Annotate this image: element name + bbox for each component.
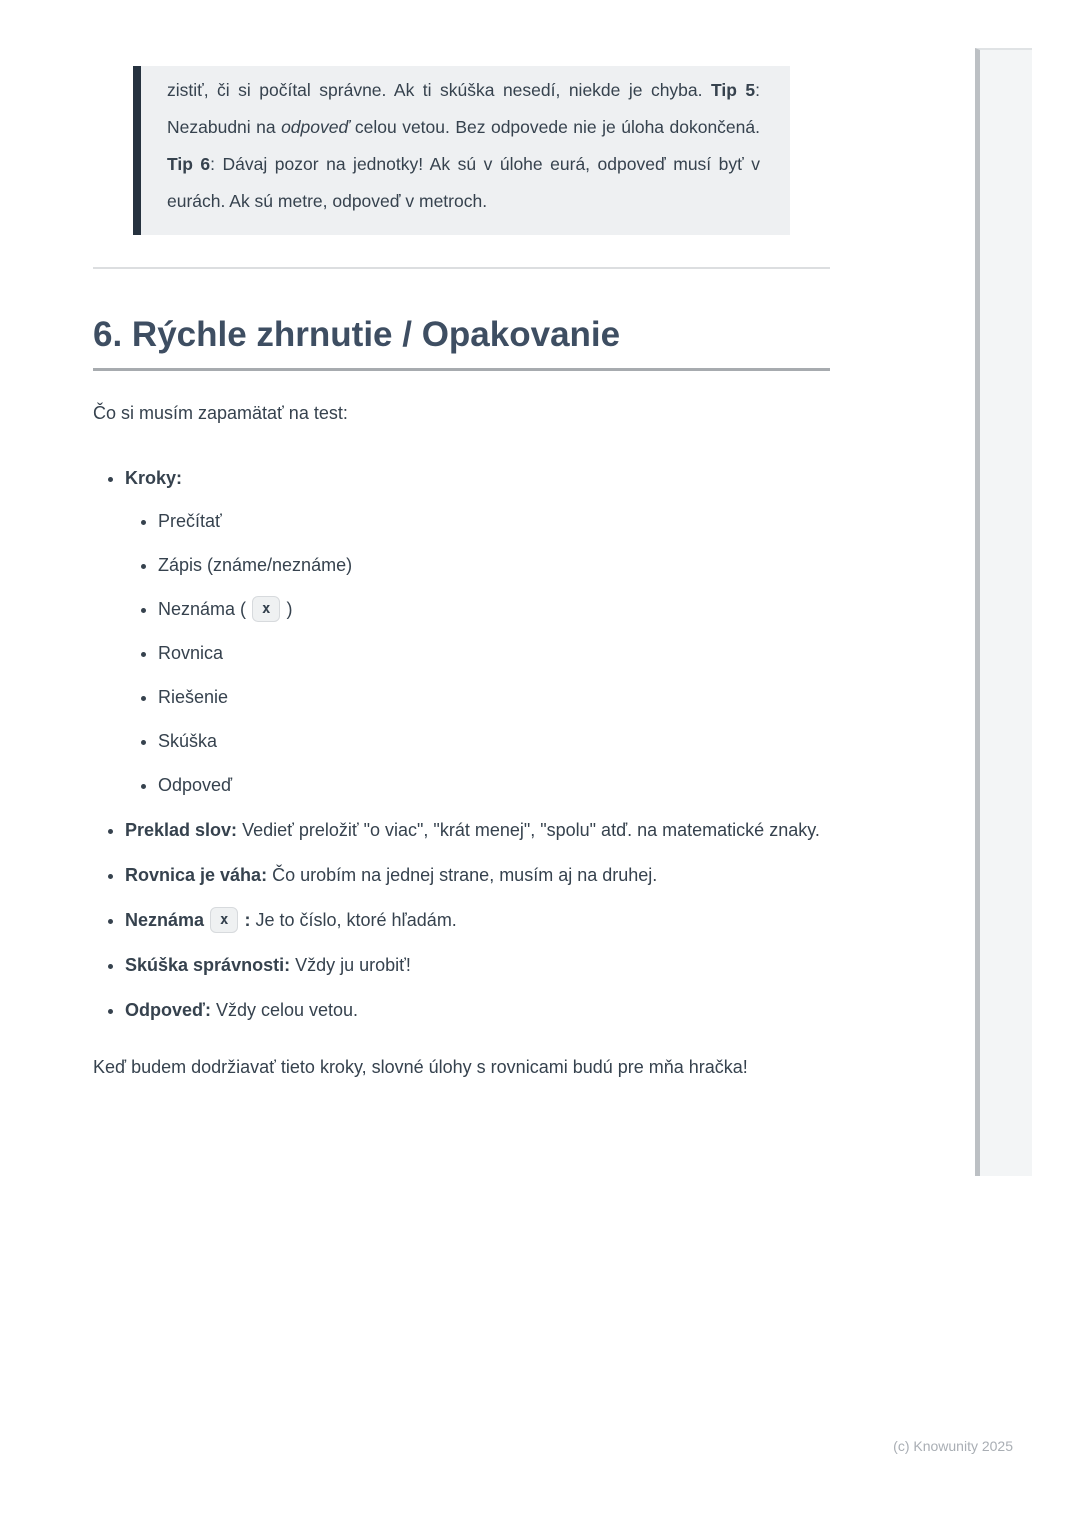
copyright-watermark: (c) Knowunity 2025: [893, 1438, 1013, 1454]
quote-text-segment: : Nezabudni na: [167, 79, 760, 137]
neznama-label: Neznáma: [125, 909, 205, 930]
skuska-text: Vždy ju urobiť!: [290, 954, 411, 975]
heading-underline: [93, 368, 830, 371]
section-heading: 6. Rýchle zhrnutie / Opakovanie: [93, 314, 621, 354]
scrollbar[interactable]: [975, 48, 1032, 1176]
quote-text-segment: celou vetou. Bez odpovede nie je úloha dokončená.: [349, 116, 760, 137]
odpoved-label: Odpoveď:: [125, 999, 211, 1020]
kroky-steps-list: [125, 506, 830, 801]
kroky-label: Kroky:: [125, 467, 183, 488]
inline-code-x: x: [210, 907, 238, 933]
page-content: [93, 48, 830, 1085]
list-item-step: • Prečítať: [158, 506, 830, 537]
neznama-text: Je to číslo, ktoré hľadám.: [250, 909, 457, 930]
preklad-text: Vedieť preložiť "o viac", "krát menej", "spolu" atď. na matematické znaky.: [237, 819, 820, 840]
quote-emphasis: odpoveď: [281, 116, 350, 137]
odpoved-text: Vždy celou vetou.: [210, 999, 359, 1020]
list-item-kroky: [125, 463, 830, 801]
list-item-step: • Riešenie: [158, 682, 830, 713]
tips-blockquote: [133, 66, 790, 235]
list-item-odpoved: [125, 995, 830, 1026]
rovnica-label: Rovnica je váha:: [125, 864, 268, 885]
rovnica-text: Čo urobím na jednej strane, musím aj na druhej.: [267, 864, 658, 885]
tip6-label: Tip 6: [167, 153, 211, 174]
step-text: ): [286, 598, 293, 619]
list-item-skuska: [125, 950, 830, 981]
tip5-label: Tip 5: [710, 79, 756, 100]
list-item-neznama: [125, 905, 830, 936]
section-divider: [93, 267, 830, 269]
inline-code-x: x: [252, 596, 280, 622]
quote-text-segment: zistiť, či si počítal správne. Ak ti skúška nesedí, niekde je chyba.: [167, 79, 711, 100]
list-item-preklad: [125, 815, 830, 846]
list-item-step: • Zápis (známe/neznáme): [158, 550, 830, 581]
skuska-label: Skúška správnosti:: [125, 954, 291, 975]
preklad-label: Preklad slov:: [125, 819, 238, 840]
list-item-step: • Odpoveď: [158, 770, 830, 801]
intro-paragraph: Čo si musím zapamätať na test:: [93, 402, 348, 423]
closing-paragraph: Keď budem dodržiavať tieto kroky, slovné úlohy s rovnicami budú pre mňa hračka!: [93, 1056, 748, 1077]
list-item-rovnica: [125, 860, 830, 891]
list-item-step: [158, 594, 830, 625]
summary-list: [93, 463, 830, 1026]
list-item-step: • Skúška: [158, 726, 830, 757]
quote-text-segment: : Dávaj pozor na jednotky! Ak sú v úlohe eurá, odpoveď musí byť v eurách. Ak sú metre, odpoveď v metroch.: [167, 153, 760, 211]
list-item-step: • Rovnica: [158, 638, 830, 669]
neznama-colon: :: [244, 909, 251, 930]
step-text: Neznáma (: [158, 598, 247, 619]
